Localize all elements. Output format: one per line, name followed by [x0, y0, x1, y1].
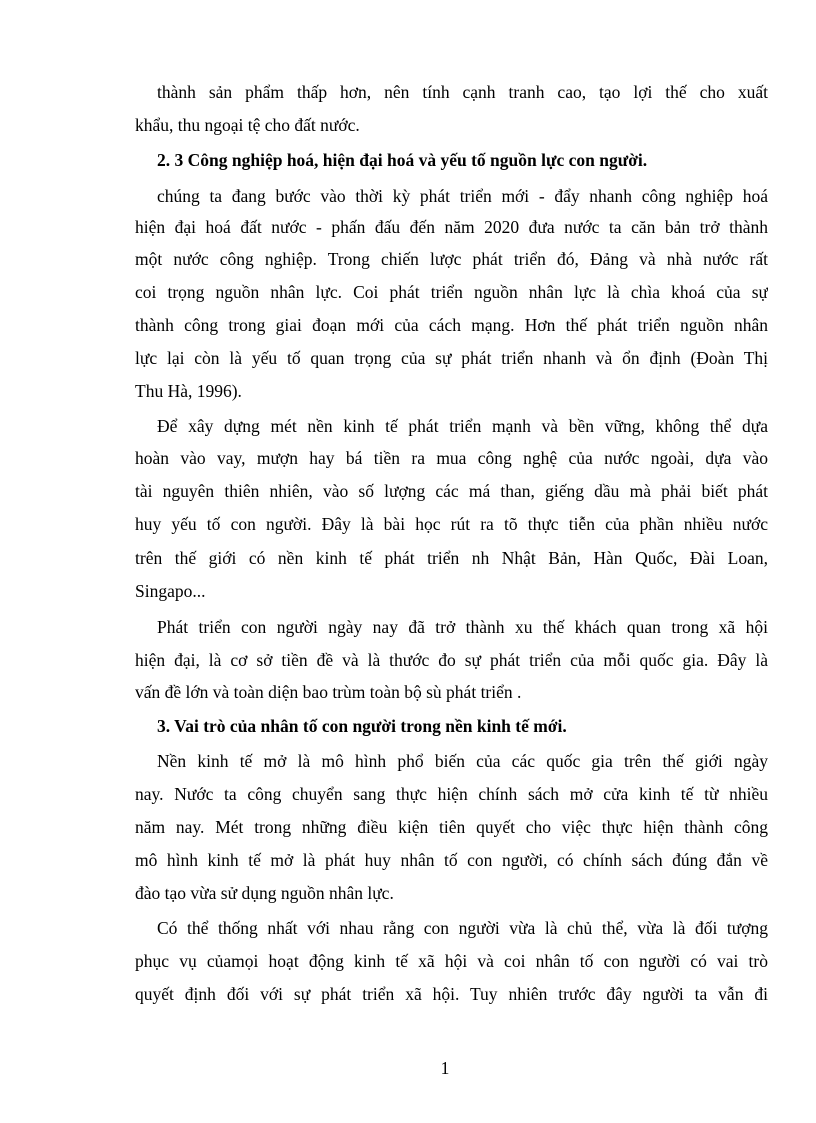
text-line-19: Nền kinh tế mở là mô hình phổ biến của các quốc gia trên thế giới ngày — [157, 751, 768, 771]
text-line-5: một nước công nghiệp. Trong chiến lược phát triển đó, Đảng và nhà nước rất — [135, 249, 768, 269]
text-line-25: phục vụ củamọi hoạt động kinh tế xã hội và coi nhân tố con người có vai trò — [135, 951, 768, 971]
text-line-23: đào tạo vừa sử dụng nguồn nhân lực. — [135, 883, 394, 903]
section-heading-3: 3. Vai trò của nhân tố con người trong nền kinh tế mới. — [157, 716, 567, 736]
text-line-8: lực lại còn là yếu tố quan trọng của sự phát triển nhanh và ổn định (Đoàn Thị — [135, 348, 768, 368]
text-line-7: thành công trong giai đoạn mới của cách mạng. Hơn thế phát triển nguồn nhân — [135, 315, 768, 335]
text-line-12: tài nguyên thiên nhiên, vào số lượng các má than, giếng dầu mà phải biết phát — [135, 481, 768, 501]
text-line-18: vấn đề lớn và toàn diện bao trùm toàn bộ sù phát triển . — [135, 682, 522, 702]
section-heading-2-3: 2. 3 Công nghiệp hoá, hiện đại hoá và yếu tố nguồn lực con người. — [157, 150, 648, 170]
text-line-9: Thu Hà, 1996). — [135, 381, 242, 401]
text-line-17: hiện đại, là cơ sở tiền đề và là thước đo sự phát triển của mỗi quốc gia. Đây là — [135, 650, 768, 670]
text-line-6: coi trọng nguồn nhân lực. Coi phát triển nguồn nhân lực là chìa khoá của sự — [135, 282, 768, 302]
text-line-4: hiện đại hoá đất nước - phấn đấu đến năm 2020 đưa nước ta căn bản trở thành — [135, 217, 768, 237]
page-number: 1 — [440, 1058, 450, 1078]
text-line-1: thành sản phẩm thấp hơn, nên tính cạnh tranh cao, tạo lợi thế cho xuất — [157, 82, 768, 102]
text-line-21: năm nay. Mét trong những điều kiện tiên quyết cho việc thực hiện thành công — [135, 817, 768, 837]
text-line-11: hoàn vào vay, mượn hay bá tiền ra mua công nghệ của nước ngoài, dựa vào — [135, 448, 768, 468]
text-line-2: khẩu, thu ngoại tệ cho đất nước. — [135, 115, 360, 135]
text-line-26: quyết định đối với sự phát triển xã hội. Tuy nhiên trước đây người ta vẫn đi — [135, 984, 768, 1004]
text-line-22: mô hình kinh tế mở là phát huy nhân tố con người, có chính sách đúng đắn về — [135, 850, 768, 870]
text-line-15: Singapo... — [135, 581, 206, 601]
text-line-3: chúng ta đang bước vào thời kỳ phát triển mới - đẩy nhanh công nghiệp hoá — [157, 186, 768, 206]
text-line-14: trên thế giới có nền kinh tế phát triển nh Nhật Bản, Hàn Quốc, Đài Loan, — [135, 548, 768, 568]
text-line-24: Có thể thống nhất với nhau rằng con người vừa là chủ thể, vừa là đối tượng — [157, 918, 768, 938]
text-line-10: Để xây dựng mét nền kinh tế phát triển mạnh và bền vững, không thể dựa — [157, 416, 768, 436]
text-line-20: nay. Nước ta công chuyển sang thực hiện chính sách mở cửa kinh tế từ nhiều — [135, 784, 768, 804]
text-line-16: Phát triển con người ngày nay đã trở thành xu thế khách quan trong xã hội — [157, 617, 768, 637]
text-line-13: huy yếu tố con người. Đây là bài học rút ra tõ thực tiễn của phần nhiều nước — [135, 514, 768, 534]
